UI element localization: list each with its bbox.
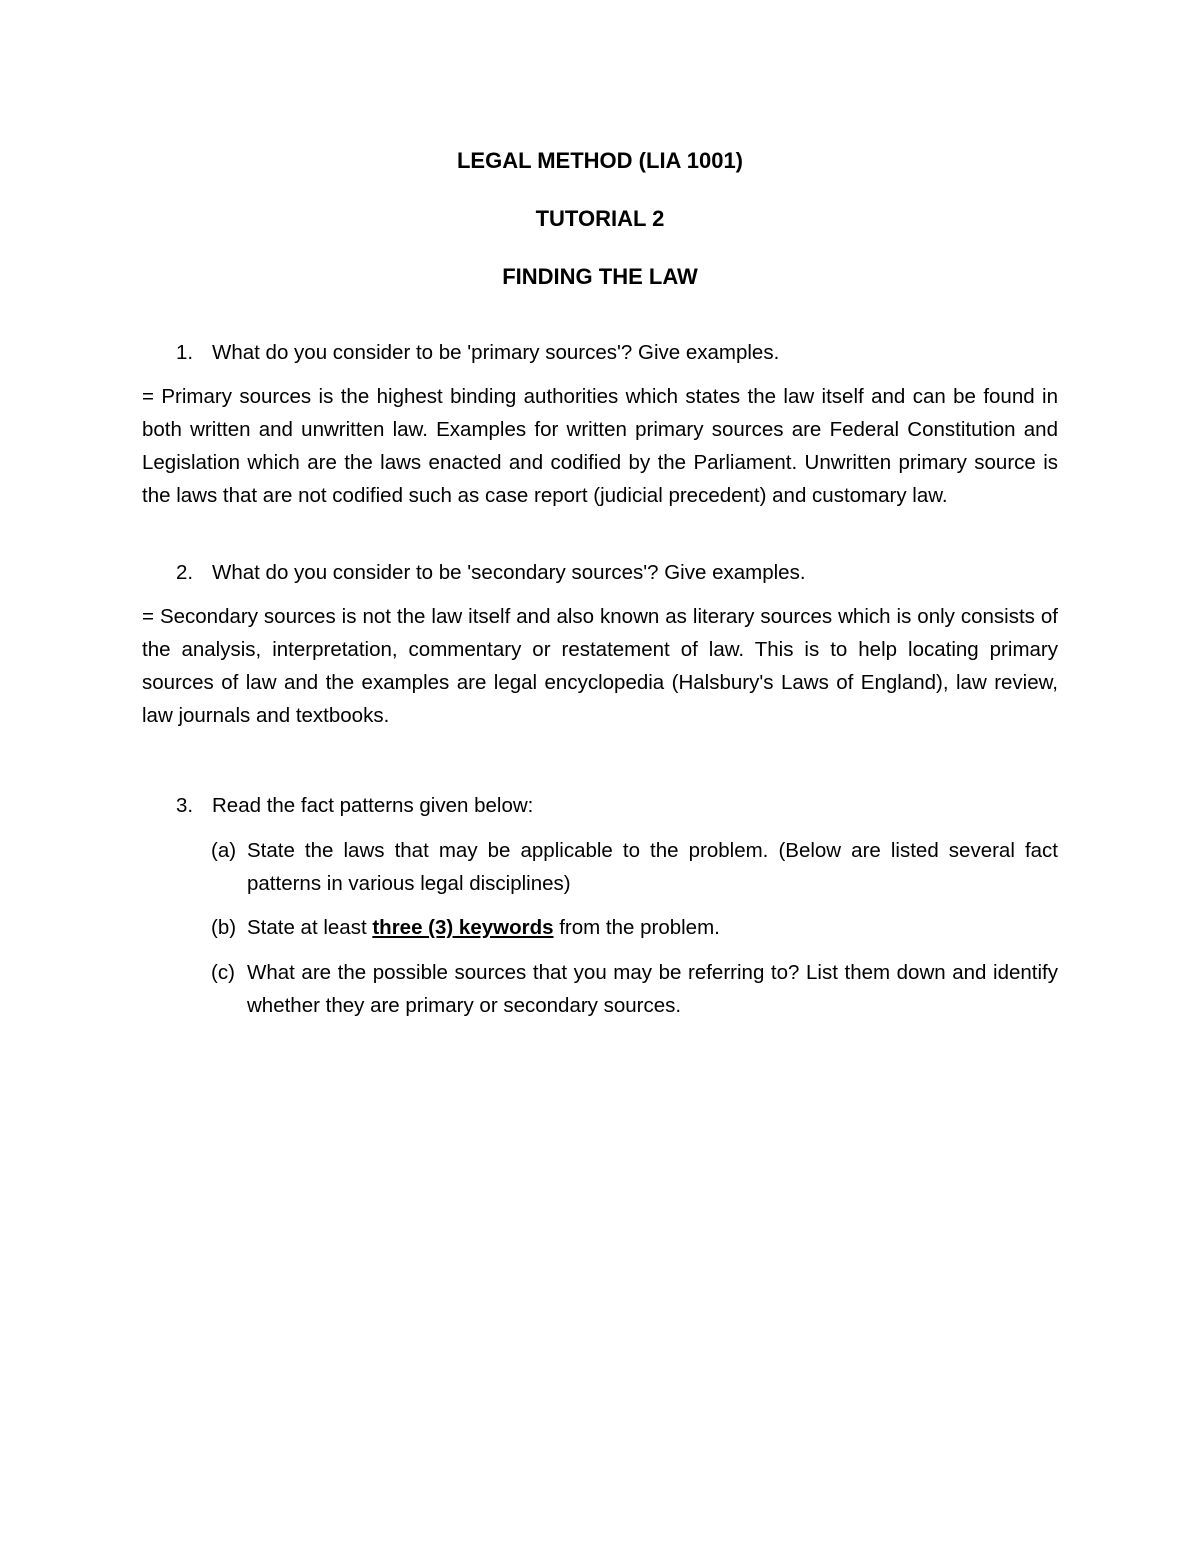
subitem-label: (a): [211, 839, 237, 862]
question-3: [176, 793, 1066, 819]
question-1: [176, 340, 1066, 366]
subitem-text: [247, 911, 1058, 944]
question-text: Read the fact patterns given below:: [212, 794, 534, 817]
keyword-emphasis: three (3) keywords: [372, 916, 554, 939]
question-number: 3.: [176, 794, 194, 817]
subitem-a: [211, 834, 1058, 900]
answer-1: = Primary sources is the highest binding authorities which states the law itself and can be found in both written and unwritten law. Examples for written primary sources are Federal Constitution and Legislation which are the laws enacted and codified by the Parliament. Unwritten primary source is the laws that are not codified such as case report (judicial precedent) and customary law.: [142, 385, 1058, 507]
answer-2: = Secondary sources is not the law itself and also known as literary sources which is only consists of the analysis, interpretation, commentary or restatement of law. This is to help locating primary sources of law and the examples are legal encyclopedia (Halsbury's Laws of England), law review, law journals and textbooks.: [142, 605, 1058, 727]
subitem-text: What are the possible sources that you may be referring to? List them down and identify whether they are primary or secondary sources.: [247, 961, 1058, 1017]
tutorial-title: TUTORIAL 2: [535, 206, 665, 231]
question-text: What do you consider to be 'primary sources'? Give examples.: [212, 341, 780, 364]
course-title: LEGAL METHOD (LIA 1001): [456, 148, 744, 173]
subitem-text-after: from the problem.: [553, 916, 720, 939]
subitem-text: State the laws that may be applicable to the problem. (Below are listed several fact patterns in various legal disciplines): [247, 839, 1058, 895]
subitem-b: [211, 911, 1058, 944]
subitem-label: (c): [211, 961, 235, 984]
subitem-label: (b): [211, 916, 237, 939]
subitem-text-before: State at least: [247, 916, 373, 939]
topic-title: FINDING THE LAW: [502, 264, 698, 289]
question-number: 1.: [176, 341, 194, 364]
subitem-c: [211, 956, 1058, 1022]
question-number: 2.: [176, 561, 194, 584]
question-2: [176, 560, 1066, 586]
question-text: What do you consider to be 'secondary sources'? Give examples.: [212, 561, 806, 584]
